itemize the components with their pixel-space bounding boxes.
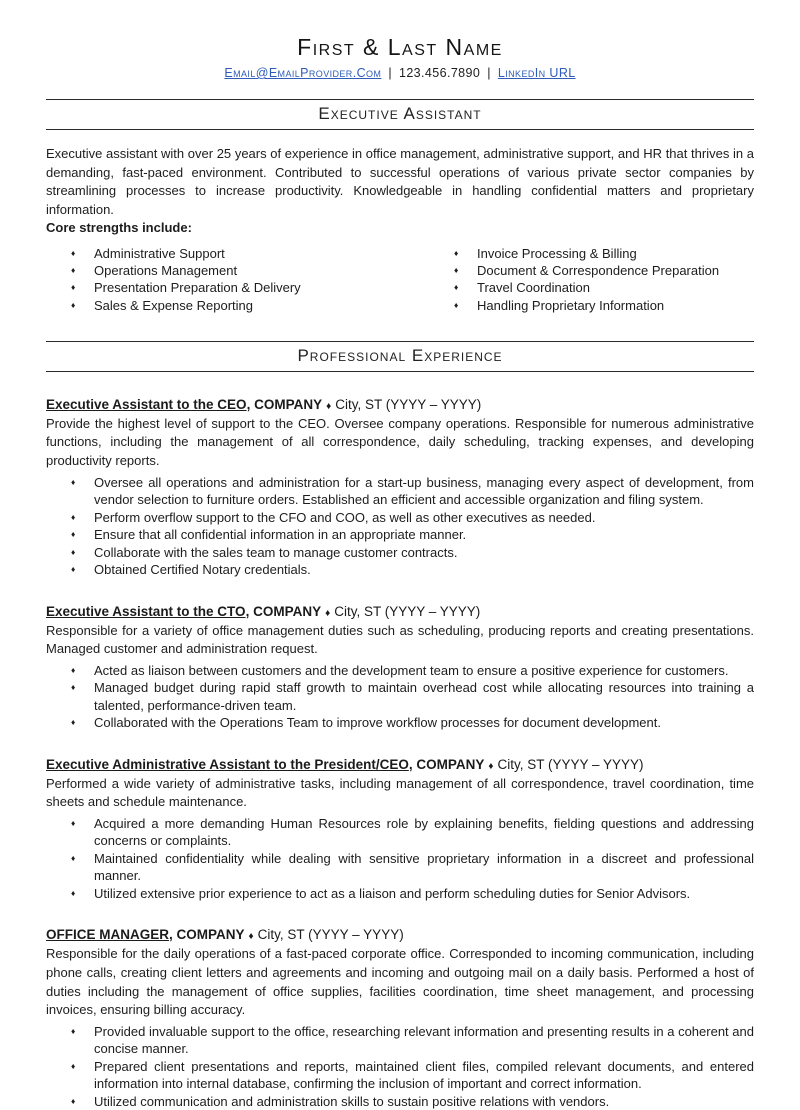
comma-separator: , (408, 756, 417, 772)
phone-number: 123.456.7890 (398, 66, 481, 80)
job-bullet-list (46, 662, 754, 732)
bullet-text: Oversee all operations and administration for a start-up business, managing every aspect of development, from vendor selection to furniture orders. Established an efficient and accessible organization and filing system. (94, 474, 754, 508)
job-company: COMPANY (416, 756, 485, 772)
professional-summary: Executive assistant with over 25 years of experience in office management, administrative support, and HR that thrives in a demanding, fast-paced environment. Contributed to successful operations of various private sector companies by streamlining processes to increase productivity. Knowledgeable in handling confidential matters and proprietary information. (46, 146, 754, 217)
bullet-text: Maintained confidentiality while dealing with sensitive proprietary information in a discreet and professional manner. (94, 850, 754, 884)
bullet-text: Ensure that all confidential information in an appropriate manner. (94, 527, 467, 543)
job-company: COMPANY (254, 396, 323, 412)
contact-divider: | (388, 66, 392, 80)
job-entry (46, 757, 754, 903)
diamond-bullet-icon: ♦ (454, 282, 459, 293)
contact-line (46, 66, 754, 80)
strength-label: Handling Proprietary Information (477, 297, 665, 313)
strength-label: Presentation Preparation & Delivery (94, 280, 301, 296)
bullet-item (71, 474, 754, 509)
job-title: Executive Administrative Assistant to the President/CEO (46, 756, 409, 772)
strength-label: Document & Correspondence Preparation (477, 263, 720, 279)
job-bullet-list (46, 815, 754, 903)
job-location-dates: City, ST (YYYY – YYYY) (497, 756, 644, 772)
diamond-bullet-icon: ♦ (71, 664, 76, 675)
diamond-bullet-icon: ♦ (71, 247, 76, 258)
diamond-bullet-icon: ♦ (71, 529, 76, 540)
strength-item (454, 262, 754, 279)
job-title: Executive Assistant to the CTO (46, 603, 246, 619)
diamond-bullet-icon: ♦ (71, 511, 76, 522)
bullet-item (71, 885, 754, 903)
comma-separator: , (169, 927, 177, 943)
job-heading (46, 757, 754, 772)
bullet-text: Prepared client presentations and reports, maintained client files, compiled relevant documents, and entered information into internal database, confirming the inclusion of important and correct information. (94, 1058, 754, 1092)
diamond-bullet-icon: ♦ (71, 265, 76, 276)
job-location-dates: City, ST (YYYY – YYYY) (334, 603, 481, 619)
diamond-bullet-icon: ♦ (71, 546, 76, 557)
strength-item (71, 279, 454, 296)
person-name: First & Last Name (297, 34, 503, 60)
bullet-text: Acted as liaison between customers and the development team to ensure a positive experience for customers. (94, 662, 729, 678)
diamond-separator-icon: ♦ (488, 760, 494, 772)
core-strengths-list (46, 245, 754, 314)
strength-item (454, 297, 754, 314)
bullet-text: Obtained Certified Notary credentials. (94, 562, 311, 578)
resume-header (46, 34, 754, 80)
diamond-bullet-icon: ♦ (71, 564, 76, 575)
job-company: COMPANY (253, 603, 322, 619)
diamond-bullet-icon: ♦ (71, 1025, 76, 1036)
bullet-text: Managed budget during rapid staff growth to maintain overhead cost while allocating resources into training a talented, performance-driven team. (94, 680, 754, 713)
bullet-item (71, 662, 754, 680)
bullet-item (71, 815, 754, 850)
diamond-bullet-icon: ♦ (71, 717, 76, 728)
bullet-text: Acquired a more demanding Human Resources role by explaining benefits, fielding questions and addressing concerns or complaints. (94, 815, 754, 849)
job-bullet-list (46, 474, 754, 579)
job-title: Executive Assistant to the CEO (46, 396, 247, 412)
bullet-item (71, 1058, 754, 1093)
core-strengths-label: Core strengths include: (46, 220, 192, 236)
section-title-role: Executive Assistant (46, 99, 754, 130)
comma-separator: , (245, 603, 254, 619)
section-title-experience: Professional Experience (46, 341, 754, 372)
strength-label: Administrative Support (94, 245, 225, 261)
bullet-text: Provided invaluable support to the office, researching relevant information and presenting results in a coherent and concise manner. (94, 1023, 754, 1057)
diamond-separator-icon: ♦ (248, 931, 254, 943)
bullet-item (71, 526, 754, 544)
strength-label: Operations Management (94, 263, 238, 279)
bullet-item (71, 509, 754, 527)
bullet-text: Utilized communication and administration skills to sustain positive relations with vendors. (94, 1093, 610, 1109)
strength-label: Sales & Expense Reporting (94, 297, 253, 313)
diamond-bullet-icon: ♦ (71, 852, 76, 863)
strength-label: Invoice Processing & Billing (477, 245, 637, 261)
diamond-bullet-icon: ♦ (454, 299, 459, 310)
strengths-column-right (454, 245, 754, 314)
bullet-item (71, 850, 754, 885)
job-location-dates: City, ST (YYYY – YYYY) (335, 396, 482, 412)
diamond-bullet-icon: ♦ (454, 265, 459, 276)
linkedin-link[interactable]: LinkedIn URL (497, 66, 576, 80)
diamond-bullet-icon: ♦ (71, 299, 76, 310)
bullet-text: Utilized extensive prior experience to act as a liaison and perform scheduling duties for Senior Advisors. (94, 885, 691, 901)
bullet-item (71, 679, 754, 714)
bullet-item (71, 1023, 754, 1058)
strength-item (71, 262, 454, 279)
diamond-bullet-icon: ♦ (71, 282, 76, 293)
diamond-bullet-icon: ♦ (71, 1095, 76, 1106)
job-summary: Responsible for a variety of office management duties such as scheduling, producing reports and creating presentations. Managed customer and administration request. (46, 622, 754, 657)
job-entry (46, 397, 754, 579)
strength-item (454, 279, 754, 296)
job-entry (46, 604, 754, 732)
job-title: OFFICE MANAGER (46, 927, 169, 943)
job-summary: Performed a wide variety of administrative tasks, including management of all correspondence, travel coordination, time sheets and schedule maintenance. (46, 775, 754, 810)
diamond-bullet-icon: ♦ (71, 682, 76, 693)
comma-separator: , (246, 396, 255, 412)
bullet-text: Perform overflow support to the CFO and COO, as well as other executives as needed. (94, 509, 596, 525)
bullet-item (71, 714, 754, 732)
email-link[interactable]: Email@EmailProvider.Com (224, 66, 382, 80)
diamond-bullet-icon: ♦ (71, 887, 76, 898)
diamond-bullet-icon: ♦ (71, 476, 76, 487)
strength-item (454, 245, 754, 262)
strengths-column-left (71, 245, 454, 314)
bullet-text: Collaborated with the Operations Team to improve workflow processes for document development. (94, 715, 661, 731)
job-heading (46, 927, 754, 942)
strength-item (71, 297, 454, 314)
diamond-separator-icon: ♦ (325, 607, 331, 619)
bullet-item (71, 561, 754, 579)
job-company: COMPANY (176, 927, 245, 943)
contact-divider: | (487, 66, 491, 80)
diamond-bullet-icon: ♦ (454, 247, 459, 258)
job-heading (46, 397, 754, 412)
diamond-bullet-icon: ♦ (71, 817, 76, 828)
strength-item (71, 245, 454, 262)
job-bullet-list (46, 1023, 754, 1110)
diamond-separator-icon: ♦ (326, 400, 332, 412)
job-summary: Provide the highest level of support to the CEO. Oversee company operations. Responsible for numerous administrative functions, including the management of all correspondence, daily scheduling, tracking expenses, and developing productivity reports. (46, 415, 754, 468)
diamond-bullet-icon: ♦ (71, 1060, 76, 1071)
strength-label: Travel Coordination (477, 280, 590, 296)
job-entry (46, 927, 754, 1110)
bullet-item (71, 1093, 754, 1110)
job-location-dates: City, ST (YYYY – YYYY) (257, 927, 404, 943)
job-summary: Responsible for the daily operations of a fast-paced corporate office. Corresponded to incoming communication, including phone calls, creating client letters and agreements and incoming and outgoing mail on a daily basis. Performed a host of duties including the management of office supplies, facilities coordination, time sheet management, and processing invoices, ensuring billing accuracy. (46, 946, 754, 1018)
job-heading (46, 604, 754, 619)
bullet-text: Collaborate with the sales team to manage customer contracts. (94, 544, 458, 560)
bullet-item (71, 544, 754, 562)
